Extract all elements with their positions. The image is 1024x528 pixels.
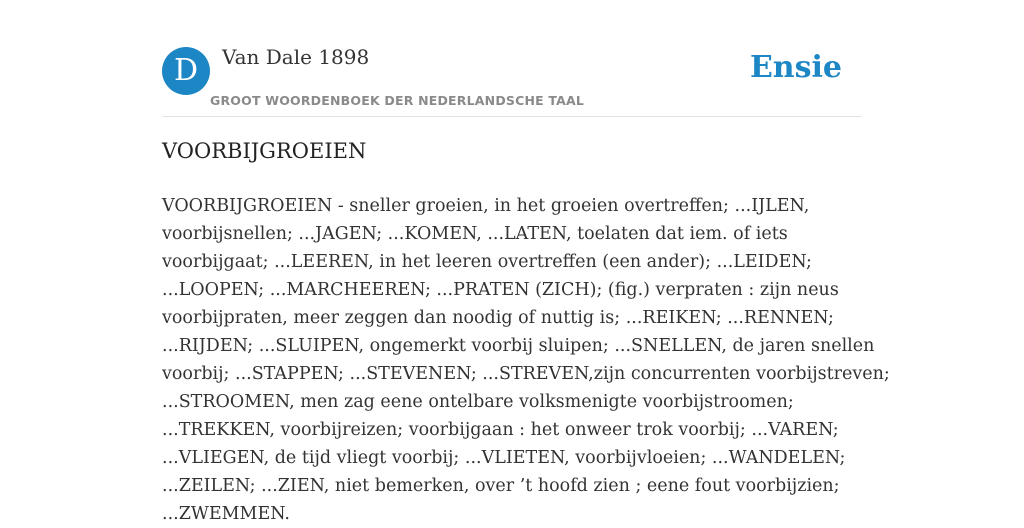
definition-line: voorbijsnellen; ...JAGEN; ...KOMEN, ...LATEN, toelaten dat iem. of iets — [162, 224, 788, 244]
entry-definition — [162, 192, 890, 528]
definition-line: ...TREKKEN, voorbijreizen; voorbijgaan : het onweer trok voorbij; ...VAREN; — [162, 420, 839, 440]
entry-title: VOORBIJGROEIEN — [162, 139, 367, 163]
dictionary-header — [162, 0, 862, 117]
definition-line: voorbijpraten, meer zeggen dan noodig of nuttig is; ...REIKEN; ...RENNEN; — [162, 308, 834, 328]
definition-line: VOORBIJGROEIEN - sneller groeien, in het groeien overtreffen; ...IJLEN, — [162, 196, 810, 216]
ensie-logo[interactable]: Ensie — [749, 50, 842, 85]
dictionary-title[interactable]: Van Dale 1898 — [222, 45, 370, 69]
definition-line: ...VLIEGEN, de tijd vliegt voorbij; ...VLIETEN, voorbijvloeien; ...WANDELEN; — [162, 448, 846, 468]
definition-line: ...LOOPEN; ...MARCHEEREN; ...PRATEN (ZICH); (fig.) verpraten : zijn neus — [162, 280, 839, 300]
definition-line: ...ZWEMMEN. — [162, 504, 290, 524]
definition-line: ...STROOMEN, men zag eene ontelbare volksmenigte voorbijstroomen; — [162, 392, 794, 412]
dictionary-subtitle: GROOT WOORDENBOEK DER NEDERLANDSCHE TAAL — [210, 93, 585, 108]
dictionary-logo-icon[interactable]: D — [162, 47, 210, 95]
definition-line: voorbijgaat; ...LEEREN, in het leeren overtreffen (een ander); ...LEIDEN; — [162, 252, 812, 272]
definition-line: ...ZEILEN; ...ZIEN, niet bemerken, over ’t hoofd zien ; eene fout voorbijzien; — [162, 476, 840, 496]
definition-line: voorbij; ...STAPPEN; ...STEVENEN; ...STREVEN,zijn concurrenten voorbijstreven; — [162, 364, 890, 384]
definition-line: ...RIJDEN; ...SLUIPEN, ongemerkt voorbij sluipen; ...SNELLEN, de jaren snellen — [162, 336, 875, 356]
